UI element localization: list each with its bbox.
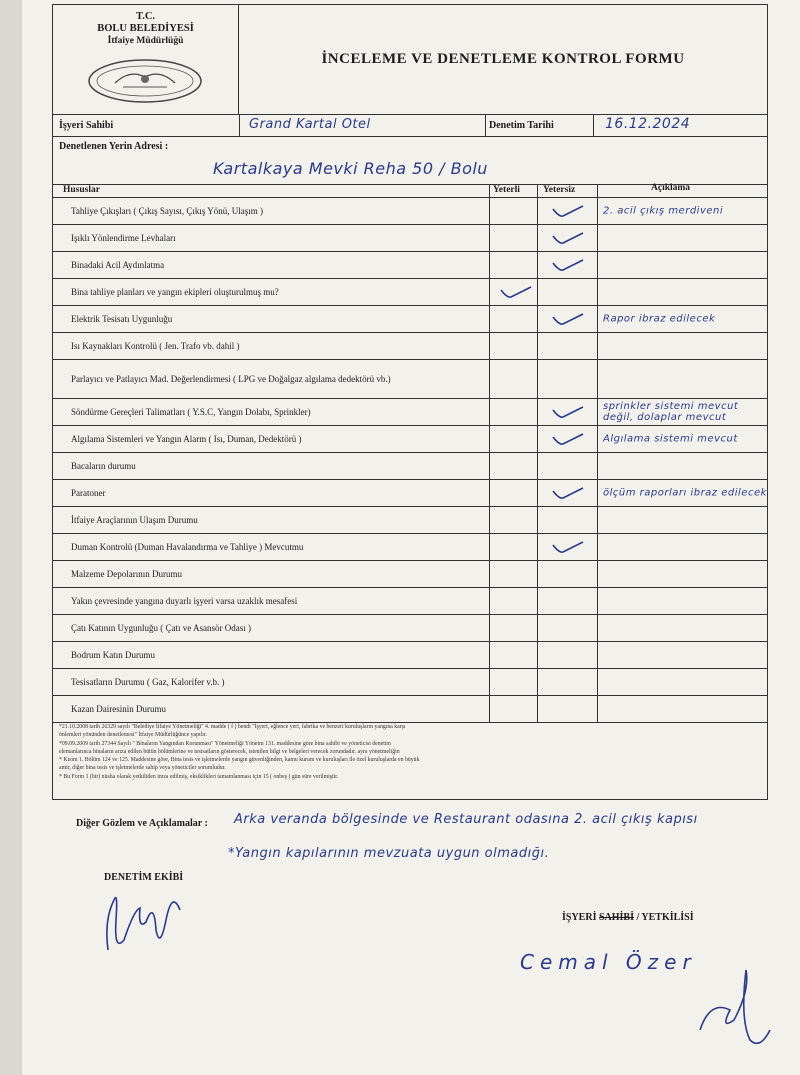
row-label: Malzeme Depolarının Durumu	[71, 569, 182, 579]
row-note: ölçüm raporları ibraz edilecek	[603, 487, 767, 499]
row-label: İtfaiye Araçlarının Ulaşım Durumu	[71, 515, 198, 525]
table-row	[53, 615, 767, 642]
col-header-sufficient: Yeterli	[493, 185, 520, 195]
authority-signature	[690, 960, 780, 1060]
row-label: Elektrik Tesisatı Uygunluğu	[71, 314, 173, 324]
date-value: 16.12.2024	[605, 116, 691, 132]
col-header-notes: Açıklama	[651, 183, 691, 193]
municipality-header	[53, 5, 239, 115]
row-label: Duman Kontrolü (Duman Havalandırma ve Tahliye ) Mevcutmu	[71, 542, 304, 552]
table-row	[53, 198, 767, 225]
inspection-team-label: DENETİM EKİBİ	[104, 872, 184, 883]
table-row	[53, 588, 767, 615]
municipality-name: BOLU BELEDİYESİ	[97, 23, 194, 34]
owner-label: İşyeri Sahibi	[59, 120, 114, 131]
table-row	[53, 507, 767, 534]
footnote-line: * Bu Form 1 (bir) nüsha olarak yetkiliden imza edilmiş, eksiklikleri tamamlanması için 15 ( onbeş ) gün süre verilmiştir.	[59, 773, 339, 780]
row-label: Söndürme Gereçleri Talimatları ( Y.S.C, Yangın Dolabı, Sprinkler)	[71, 407, 311, 417]
col-header-topics: Hususlar	[63, 185, 100, 195]
checkmark-icon	[499, 284, 533, 300]
table-row	[53, 696, 767, 723]
row-label: Isı Kaynakları Kontrolü ( Jen. Trafo vb. dahil )	[71, 341, 240, 351]
checkmark-icon	[551, 203, 585, 219]
row-label: Bina tahliye planları ve yangın ekipleri oluşturulmuş mu?	[71, 287, 279, 297]
footnote-line: * Kısım 1. Bölüm 124 ve 125. Maddesine göre, Bina tesis ve işletmelerde yangın güvenliğinden, kamu kurum ve kuruluşları ile özel kuruluşlarda en büyük	[59, 757, 420, 764]
col-header-insufficient: Yetersiz	[543, 185, 576, 195]
row-label: Tesisatların Durumu ( Gaz, Kalorifer v.b. )	[71, 677, 225, 687]
checkmark-icon	[551, 431, 585, 447]
observations-label: Diğer Gözlem ve Açıklamalar :	[76, 818, 208, 829]
row-note: Rapor ibraz edilecek	[603, 313, 716, 325]
table-body	[53, 198, 767, 723]
date-label: Denetim Tarihi	[489, 120, 554, 131]
authority-label-suffix: / YETKİLİSİ	[636, 912, 694, 923]
footnote-line: elemanlarınca binaların arıza edilen bütün bölümlerine ve tesisatların gösterecek, istenilen bilgi ve belgeleri verecek zorundadır. aynı yönetmeliğin	[59, 748, 400, 755]
checkmark-icon	[551, 485, 585, 501]
footnote-line: amir, diğer bina tesis ve işletmelerde sahip veya yöneticiler sorumludur.	[59, 765, 226, 772]
table-row	[53, 279, 767, 306]
address-row	[53, 137, 767, 185]
checkmark-icon	[551, 539, 585, 555]
checkmark-icon	[551, 311, 585, 327]
row-note: Algılama sistemi mevcut	[603, 433, 738, 445]
row-label: Yakın çevresinde yangına duyarlı işyeri varsa uzaklık mesafesi	[71, 596, 298, 606]
row-label: Bacaların durumu	[71, 461, 136, 471]
table-row	[53, 252, 767, 279]
table-header	[53, 185, 767, 198]
department-name: İtfaiye Müdürlüğü	[107, 36, 184, 46]
row-label: Kazan Dairesinin Durumu	[71, 704, 166, 714]
footnote-line: önlemleri yönünden denetlemesi" İtfaiye Müdürlüğünce yapılır.	[59, 732, 207, 739]
table-row	[53, 534, 767, 561]
observations-line-2: *Yangın kapılarının mevzuata uygun olmadığı.	[228, 846, 550, 861]
table-row	[53, 453, 767, 480]
observations-line-1: Arka veranda bölgesinde ve Restaurant odasına 2. acil çıkış kapısı	[234, 812, 698, 827]
row-label: Paratoner	[71, 488, 106, 498]
owner-row	[53, 115, 767, 137]
table-row	[53, 399, 767, 426]
tc-label: T.C.	[135, 11, 156, 22]
table-row	[53, 360, 767, 399]
form-title: İNCELEME VE DENETLEME KONTROL FORMU	[239, 5, 767, 115]
row-label: Tahliye Çıkışları ( Çıkış Sayısı, Çıkış Yönü, Ulaşım )	[71, 206, 264, 216]
checkmark-icon	[551, 230, 585, 246]
table-row	[53, 669, 767, 696]
inspector-signature	[94, 880, 194, 970]
footnotes	[59, 723, 759, 781]
address-label: Denetlenen Yerin Adresi :	[59, 141, 169, 152]
row-label: Çatı Katının Uygunluğu ( Çatı ve Asansör Odası )	[71, 623, 251, 633]
row-label: Bodrum Katın Durumu	[71, 650, 155, 660]
table-row	[53, 561, 767, 588]
table-row	[53, 225, 767, 252]
table-row	[53, 333, 767, 360]
authority-label-struck: SAHİBİ	[598, 912, 634, 923]
row-note: 2. acil çıkış merdiveni	[603, 205, 724, 217]
row-label: Algılama Sistemleri ve Yangın Alarm ( Isı, Duman, Dedektörü )	[71, 434, 302, 444]
checkmark-icon	[551, 257, 585, 273]
footnote-line: *09.09.2009 tarih 27344 Sayılı " Binaların Yangından Korunması" Yönetmeliği Yönetm 131. maddesine göre bina sahibi ve yöneticisi denetim	[59, 740, 391, 747]
row-label: Binadaki Acil Aydınlatma	[71, 260, 165, 270]
row-label: Parlayıcı ve Patlayıcı Mad. Değerlendirmesi ( LPG ve Doğalgaz algılama dedektörü vb.)	[71, 374, 391, 384]
checkmark-icon	[551, 404, 585, 420]
footnote-line: *21.10.2008 tarih 26329 sayılı "Belediye İtfaiye Yönetmeliği" 4. madde ( f ) bendi "İşyeri, eğlence yeri, fabrika ve benzeri kuruluşların yangına karşı	[59, 724, 406, 730]
table-row	[53, 480, 767, 507]
owner-value: Grand Kartal Otel	[249, 117, 371, 132]
inspection-table	[53, 185, 767, 723]
row-label: Işıklı Yönlendirme Levhaları	[71, 233, 176, 243]
table-row	[53, 306, 767, 333]
authority-name: Cemal Özer	[520, 950, 697, 974]
authority-label-prefix: İŞYERİ	[562, 912, 597, 923]
table-row	[53, 642, 767, 669]
address-value: Kartalkaya Mevki Reha 50 / Bolu	[213, 159, 488, 178]
municipality-seal-icon	[85, 57, 205, 105]
authority-label	[562, 912, 694, 923]
table-row	[53, 426, 767, 453]
row-note: sprinkler sistemi mevcut değil, dolaplar mevcut	[603, 401, 739, 423]
inspection-form	[52, 4, 768, 800]
